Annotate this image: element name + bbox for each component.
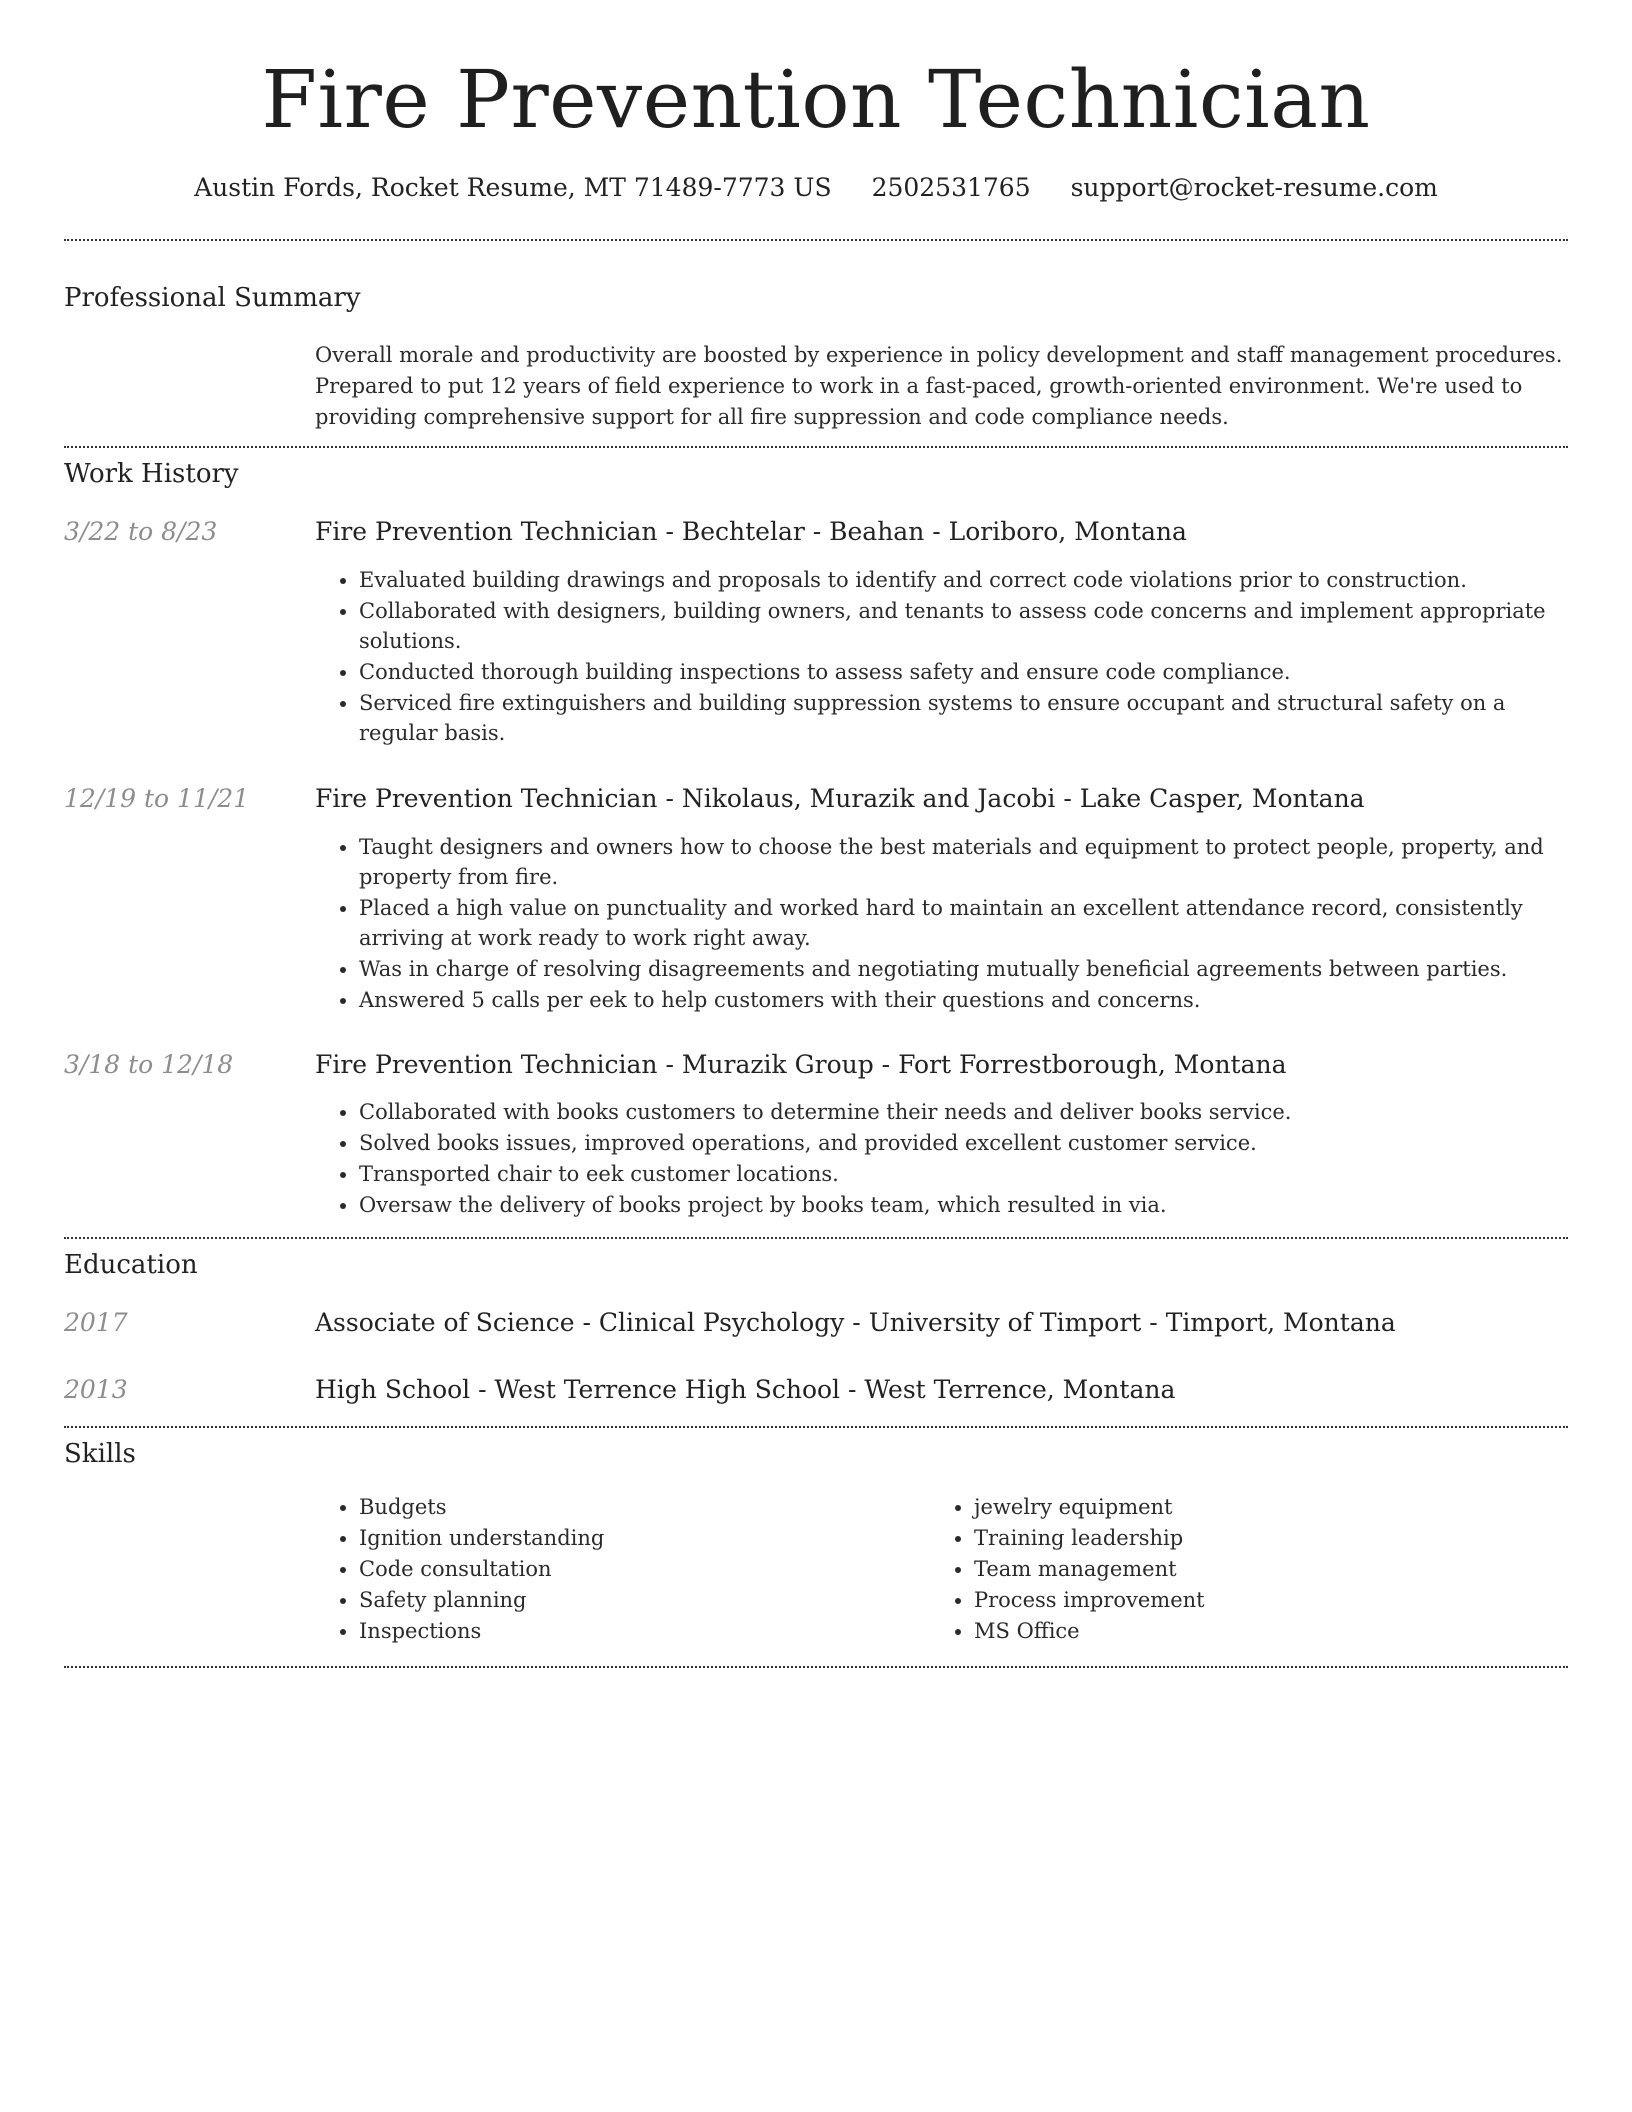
skill-item: • Team management: [974, 1554, 1544, 1585]
skill-item: • Training leadership: [974, 1523, 1544, 1554]
job-bullets: [315, 832, 1569, 1016]
job-dates: 3/22 to 8/23: [64, 517, 218, 546]
education-year: 2017: [64, 1308, 128, 1337]
list-item: • Taught designers and owners how to choose the best materials and equipment to protect people, property, and property from fire.: [359, 832, 1569, 892]
skills-list-left: [315, 1492, 929, 1647]
job-bullets: [315, 1097, 1569, 1221]
skill-item: • Inspections: [359, 1616, 929, 1647]
job-bullets: [315, 565, 1569, 749]
education-year: 2013: [64, 1375, 128, 1404]
summary-text: Overall morale and productivity are boosted by experience in policy development and staff management procedures. Prepared to put 12 years of field experience to work in a fast-paced, growth-oriented environment. We're used to providing comprehensive support for all fire suppression and code compliance needs.: [315, 343, 1563, 429]
divider: [64, 239, 1568, 241]
list-item: • Was in charge of resolving disagreements and negotiating mutually beneficial agreements between parties.: [359, 954, 1569, 984]
list-item: • Oversaw the delivery of books project by books team, which resulted in via.: [359, 1190, 1569, 1220]
contact-line: [64, 170, 1568, 206]
list-item: • Collaborated with books customers to determine their needs and deliver books service.: [359, 1097, 1569, 1127]
divider: [64, 1666, 1568, 1668]
job-heading: Fire Prevention Technician - Nikolaus, Murazik and Jacobi - Lake Casper, Montana: [315, 784, 1365, 813]
divider: [64, 446, 1568, 448]
education-entry: Associate of Science - Clinical Psychology - University of Timport - Timport, Montana: [315, 1308, 1396, 1337]
list-item: • Conducted thorough building inspections to assess safety and ensure code compliance.: [359, 657, 1569, 687]
job-dates: 12/19 to 11/21: [64, 784, 250, 813]
skill-item: • Budgets: [359, 1492, 929, 1523]
list-item: • Evaluated building drawings and proposals to identify and correct code violations prior to construction.: [359, 565, 1569, 595]
list-item: • Collaborated with designers, building owners, and tenants to assess code concerns and implement appropriate solutions.: [359, 596, 1569, 656]
skill-item: • Safety planning: [359, 1585, 929, 1616]
skill-item: • MS Office: [974, 1616, 1544, 1647]
contact-email: support@rocket-resume.com: [1070, 173, 1438, 202]
job-heading: Fire Prevention Technician - Murazik Group - Fort Forrestborough, Montana: [315, 1050, 1287, 1079]
skill-item: • Ignition understanding: [359, 1523, 929, 1554]
education-entry: High School - West Terrence High School - West Terrence, Montana: [315, 1375, 1176, 1404]
section-title-education: Education: [64, 1250, 198, 1280]
list-item: • Transported chair to eek customer locations.: [359, 1159, 1569, 1189]
contact-address: Austin Fords, Rocket Resume, MT 71489-7773 US: [194, 173, 832, 202]
list-item: • Placed a high value on punctuality and worked hard to maintain an excellent attendance record, consistently arriving at work ready to work right away.: [359, 893, 1569, 953]
skill-item: • jewelry equipment: [974, 1492, 1544, 1523]
divider: [64, 1237, 1568, 1239]
section-title-skills: Skills: [64, 1439, 136, 1469]
section-title-work-history: Work History: [64, 459, 239, 489]
list-item: • Answered 5 calls per eek to help customers with their questions and concerns.: [359, 985, 1569, 1015]
skill-item: • Process improvement: [974, 1585, 1544, 1616]
skill-item: • Code consultation: [359, 1554, 929, 1585]
list-item: • Serviced fire extinguishers and building suppression systems to ensure occupant and structural safety on a regular basis.: [359, 688, 1569, 748]
job-dates: 3/18 to 12/18: [64, 1050, 234, 1079]
skills-list-right: [930, 1492, 1544, 1647]
job-heading: Fire Prevention Technician - Bechtelar - Beahan - Loriboro, Montana: [315, 517, 1187, 546]
section-title-summary: Professional Summary: [64, 283, 361, 313]
contact-phone: 2502531765: [871, 173, 1031, 202]
list-item: • Solved books issues, improved operations, and provided excellent customer service.: [359, 1128, 1569, 1158]
divider: [64, 1426, 1568, 1428]
resume-name: Fire Prevention Technician: [261, 53, 1371, 146]
